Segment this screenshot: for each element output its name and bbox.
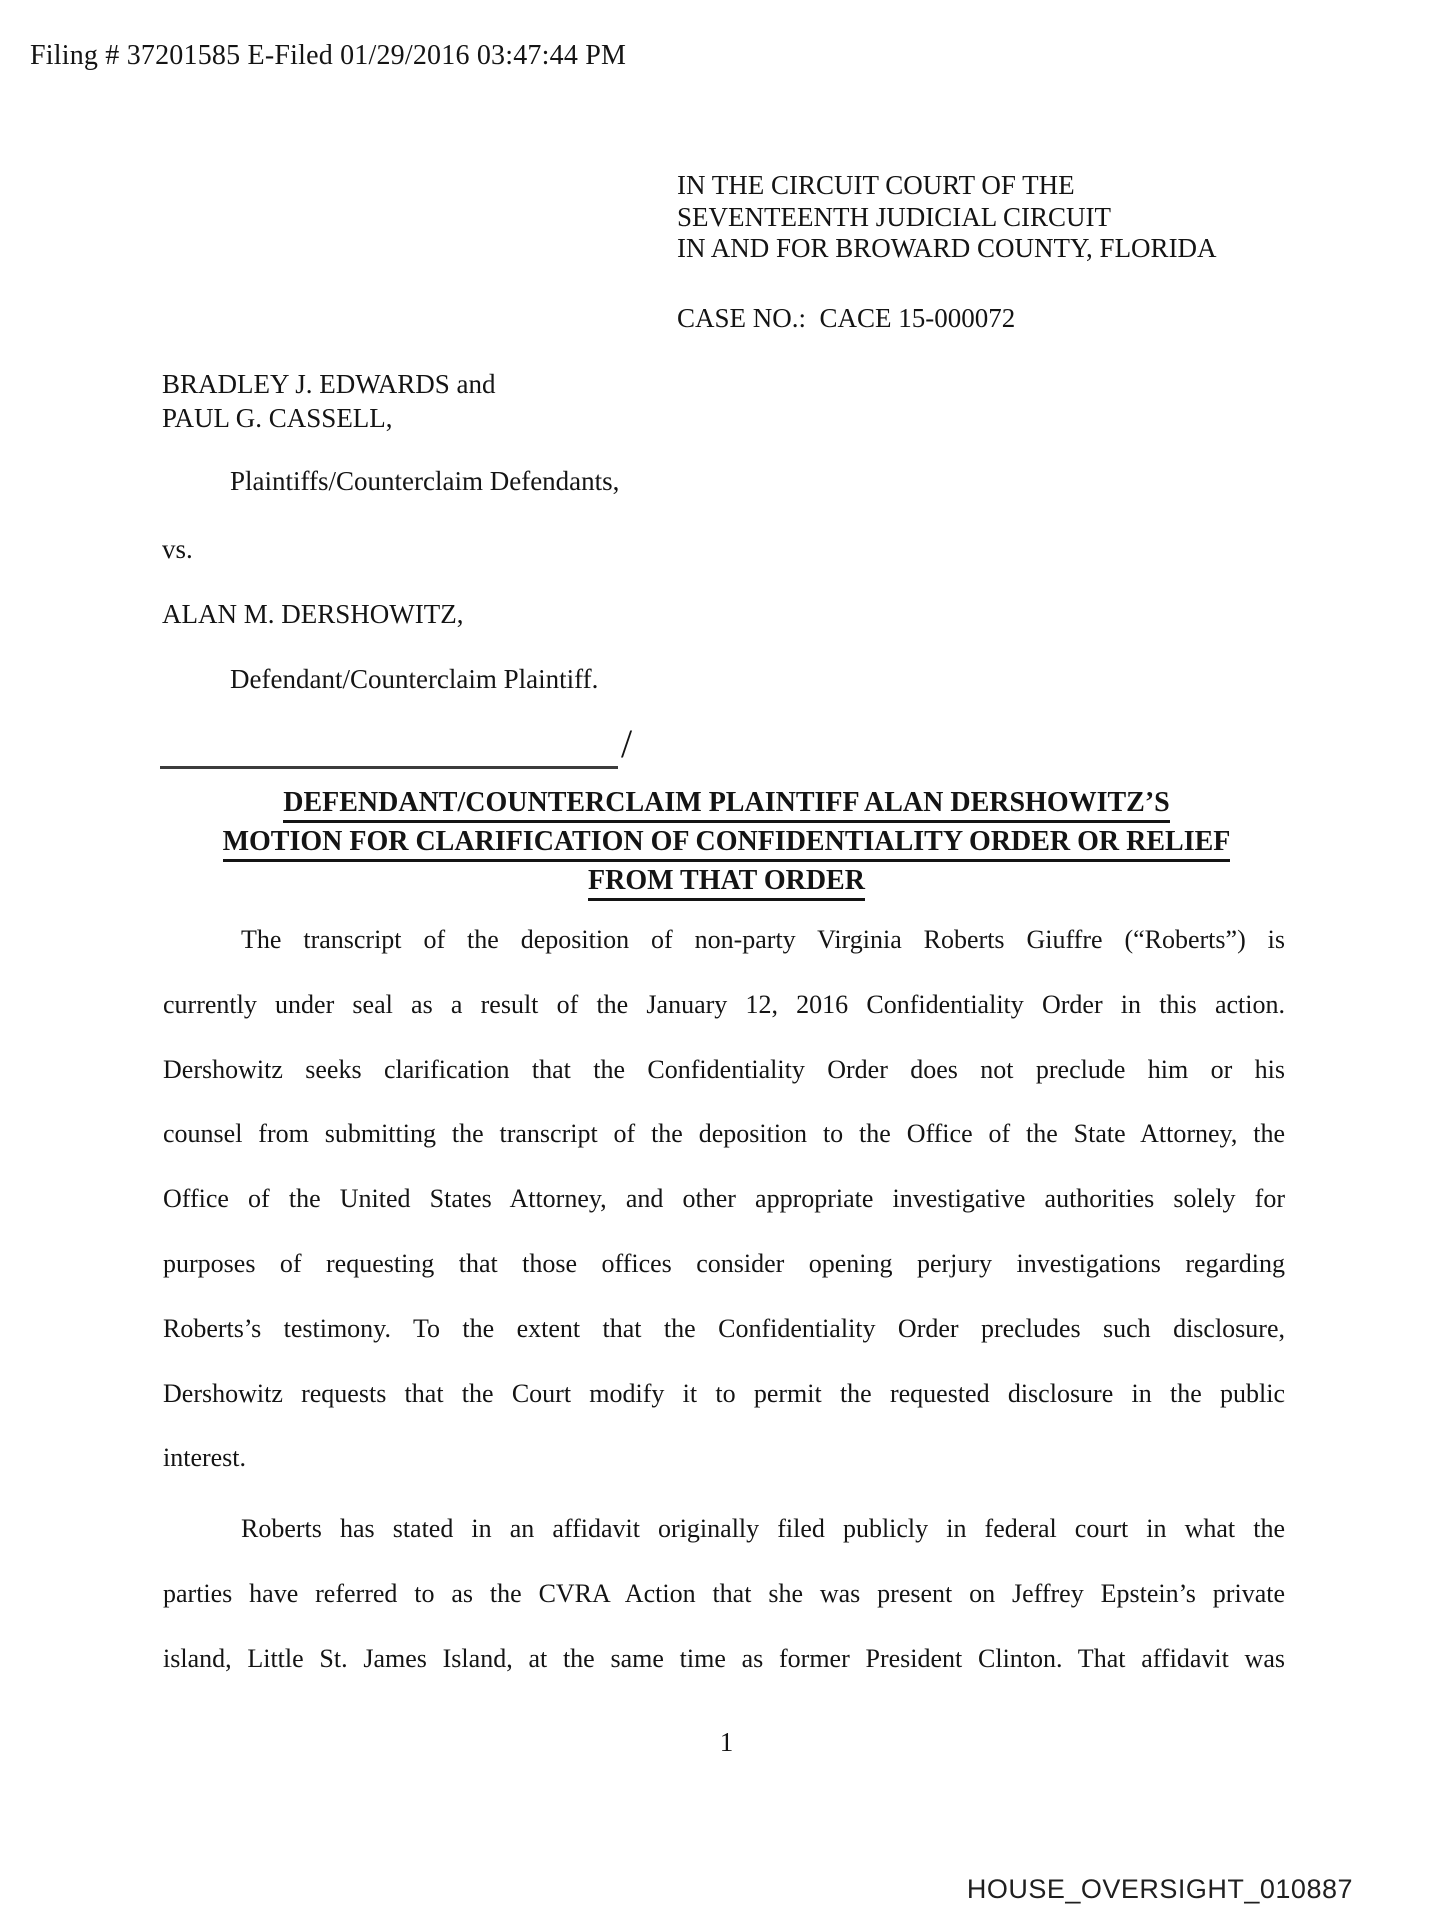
caption-separator-slash: / <box>621 721 633 766</box>
body-line: currently under seal as a result of the January 12, 2016 Confidentiality Order in this action. <box>163 989 1285 1019</box>
page-number: 1 <box>719 1727 734 1757</box>
plaintiff-name-2: PAUL G. CASSELL, <box>162 403 393 433</box>
court-line-2: SEVENTEENTH JUDICIAL CIRCUIT <box>677 201 1111 232</box>
defendant-role: Defendant/Counterclaim Plaintiff. <box>230 664 599 694</box>
motion-body <box>163 908 1285 1692</box>
court-line-1: IN THE CIRCUIT COURT OF THE <box>677 170 1075 200</box>
body-line: Dershowitz requests that the Court modify it to permit the requested disclosure in the public <box>163 1378 1285 1408</box>
case-number: CASE NO.: CACE 15-000072 <box>677 303 1016 333</box>
body-line: parties have referred to as the CVRA Action that she was present on Jeffrey Epstein’s private <box>163 1578 1285 1608</box>
efiling-stamp: Filing # 37201585 E-Filed 01/29/2016 03:47:44 PM <box>30 40 627 71</box>
caption-separator-line <box>160 766 618 769</box>
body-line: Dershowitz seeks clarification that the Confidentiality Order does not preclude him or his <box>163 1054 1285 1084</box>
motion-title-line-2: MOTION FOR CLARIFICATION OF CONFIDENTIALITY ORDER OR RELIEF <box>165 825 1288 862</box>
body-line: counsel from submitting the transcript of the deposition to the Office of the State Attorney, the <box>163 1119 1285 1149</box>
body-line: The transcript of the deposition of non-party Virginia Roberts Giuffre (“Roberts”) is <box>241 925 1285 954</box>
plaintiff-name-1: BRADLEY J. EDWARDS and <box>162 369 496 399</box>
court-designation <box>677 170 1217 265</box>
versus-label: vs. <box>162 534 193 564</box>
body-line: Office of the United States Attorney, and other appropriate investigative authorities solely for <box>163 1184 1285 1214</box>
paragraph-2 <box>163 1497 1285 1691</box>
body-line: interest. <box>163 1443 247 1473</box>
court-line-3: IN AND FOR BROWARD COUNTY, FLORIDA <box>677 233 1217 263</box>
body-line: Roberts’s testimony. To the extent that the Confidentiality Order precludes such disclosure, <box>163 1313 1285 1343</box>
motion-title-line-1: DEFENDANT/COUNTERCLAIM PLAINTIFF ALAN DERSHOWITZ’S <box>165 786 1288 823</box>
paragraph-1 <box>163 908 1285 1491</box>
body-line: purposes of requesting that those offices consider opening perjury investigations regarding <box>163 1248 1285 1278</box>
motion-title-line-3: FROM THAT ORDER <box>165 864 1288 901</box>
body-line: Roberts has stated in an affidavit originally filed publicly in federal court in what the <box>241 1514 1285 1544</box>
plaintiffs-role: Plaintiffs/Counterclaim Defendants, <box>230 466 620 496</box>
bates-stamp: HOUSE_OVERSIGHT_010887 <box>966 1874 1353 1904</box>
defendant-name: ALAN M. DERSHOWITZ, <box>162 599 464 629</box>
body-line: island, Little St. James Island, at the same time as former President Clinton. That affidavit was <box>163 1643 1285 1673</box>
motion-title <box>165 786 1288 903</box>
